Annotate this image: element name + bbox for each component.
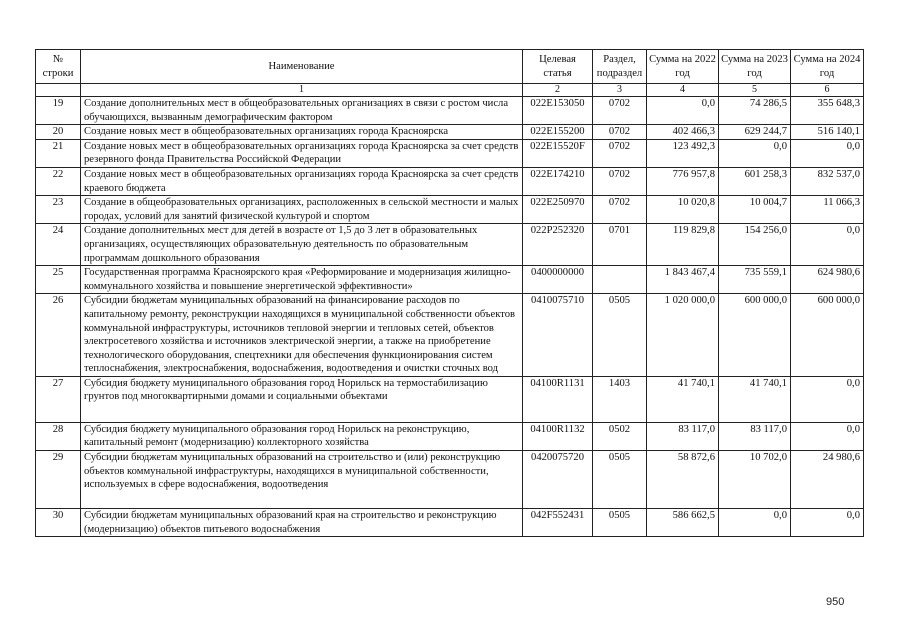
row-name: Создание новых мест в общеобразовательных организациях города Красноярска	[81, 125, 523, 140]
row-name: Создание дополнительных мест в общеобразовательных организациях в связи с ростом числа обучающихся, вызванным демографическим фактором	[81, 97, 523, 125]
row-section: 0701	[593, 224, 647, 266]
row-sum-2023: 74 286,5	[719, 97, 791, 125]
row-sum-2024: 355 648,3	[791, 97, 864, 125]
row-sum-2022: 0,0	[647, 97, 719, 125]
row-name: Создание новых мест в общеобразовательных организациях города Красноярска за счет средств резервного фонда Правительства Российской Федерации	[81, 139, 523, 167]
row-name: Субсидия бюджету муниципального образования город Норильск на термостабилизацию грунтов под многоквартирными домами и социальными объектами	[81, 376, 523, 422]
table-row	[36, 139, 864, 167]
header-name: Наименование	[81, 50, 523, 84]
row-name: Создание новых мест в общеобразовательных организациях города Красноярска за счет средств краевого бюджета	[81, 167, 523, 195]
header-section: Раздел, подраздел	[593, 50, 647, 84]
row-sum-2024: 0,0	[791, 224, 864, 266]
row-number: 30	[36, 509, 81, 537]
column-number: 1	[81, 84, 523, 97]
row-section: 0505	[593, 294, 647, 377]
row-number: 24	[36, 224, 81, 266]
page-number: 950	[826, 596, 845, 608]
row-sum-2023: 10 702,0	[719, 451, 791, 509]
row-sum-2022: 402 466,3	[647, 125, 719, 140]
row-name: Создание в общеобразовательных организациях, расположенных в сельской местности и малых городах, условий для занятий физической культурой и спортом	[81, 196, 523, 224]
header-row	[36, 50, 864, 84]
row-section: 0505	[593, 451, 647, 509]
row-sum-2022: 41 740,1	[647, 376, 719, 422]
row-section: 0702	[593, 139, 647, 167]
table-row	[36, 196, 864, 224]
row-sum-2022: 1 843 467,4	[647, 266, 719, 294]
row-name: Субсидия бюджету муниципального образования город Норильск на реконструкцию, капитальный ремонт (модернизацию) коллекторного хозяйства	[81, 422, 523, 450]
header-sum-2022: Сумма на 2022 год	[647, 50, 719, 84]
row-sum-2024: 832 537,0	[791, 167, 864, 195]
row-sum-2022: 586 662,5	[647, 509, 719, 537]
row-number: 21	[36, 139, 81, 167]
row-target-code: 0420075720	[523, 451, 593, 509]
row-sum-2024: 0,0	[791, 376, 864, 422]
row-target-code: 042F552431	[523, 509, 593, 537]
column-number: 4	[647, 84, 719, 97]
row-number: 28	[36, 422, 81, 450]
row-sum-2023: 41 740,1	[719, 376, 791, 422]
row-sum-2024: 516 140,1	[791, 125, 864, 140]
row-section: 0702	[593, 167, 647, 195]
row-section: 0702	[593, 97, 647, 125]
row-name: Субсидии бюджетам муниципальных образований на финансирование расходов по капитальному ремонту, реконструкции находящихся в муниципальной собственности объектов коммунальной инфраструктуры, источников тепловой энергии и тепловых сетей, объектов электросетевого хозяйства и источников электрической энергии, а также на приобретение технологического оборудования, спецтехники для обеспечения функционирования систем теплоснабжения, электроснабжения, водоснабжения, водоотведения и очистки сточных вод	[81, 294, 523, 377]
row-sum-2023: 83 117,0	[719, 422, 791, 450]
row-sum-2022: 776 957,8	[647, 167, 719, 195]
column-number-row	[36, 84, 864, 97]
table-row	[36, 451, 864, 509]
row-sum-2024: 24 980,6	[791, 451, 864, 509]
row-sum-2022: 123 492,3	[647, 139, 719, 167]
row-section: 0702	[593, 196, 647, 224]
row-name: Создание дополнительных мест для детей в возрасте от 1,5 до 3 лет в образовательных организациях, осуществляющих образовательную деятельность по образовательным программам дошкольного образования	[81, 224, 523, 266]
row-section: 0702	[593, 125, 647, 140]
row-name: Государственная программа Красноярского края «Реформирование и модернизация жилищно-коммунального хозяйства и повышение энергетической эффективности»	[81, 266, 523, 294]
row-section: 0502	[593, 422, 647, 450]
row-sum-2023: 10 004,7	[719, 196, 791, 224]
row-sum-2022: 58 872,6	[647, 451, 719, 509]
row-target-code: 0410075710	[523, 294, 593, 377]
row-target-code: 022E174210	[523, 167, 593, 195]
row-target-code: 0400000000	[523, 266, 593, 294]
header-sum-2023: Сумма на 2023 год	[719, 50, 791, 84]
table-row	[36, 422, 864, 450]
table-row	[36, 97, 864, 125]
table-row	[36, 376, 864, 422]
row-sum-2023: 0,0	[719, 139, 791, 167]
table-row	[36, 167, 864, 195]
row-sum-2022: 119 829,8	[647, 224, 719, 266]
row-sum-2024: 0,0	[791, 509, 864, 537]
row-section	[593, 266, 647, 294]
column-number: 5	[719, 84, 791, 97]
row-number: 26	[36, 294, 81, 377]
row-number: 27	[36, 376, 81, 422]
row-sum-2023: 601 258,3	[719, 167, 791, 195]
table-row	[36, 294, 864, 377]
row-number: 29	[36, 451, 81, 509]
row-sum-2022: 1 020 000,0	[647, 294, 719, 377]
table-row	[36, 509, 864, 537]
row-target-code: 022E153050	[523, 97, 593, 125]
row-sum-2024: 11 066,3	[791, 196, 864, 224]
header-row-number: № строки	[36, 50, 81, 84]
table-row	[36, 266, 864, 294]
row-name: Субсидии бюджетам муниципальных образований края на строительство и реконструкцию (модернизацию) объектов питьевого водоснабжения	[81, 509, 523, 537]
row-target-code: 022P252320	[523, 224, 593, 266]
budget-table	[35, 49, 864, 537]
row-sum-2024: 0,0	[791, 422, 864, 450]
row-sum-2022: 10 020,8	[647, 196, 719, 224]
column-number: 2	[523, 84, 593, 97]
column-number	[36, 84, 81, 97]
row-target-code: 04100R1132	[523, 422, 593, 450]
row-number: 25	[36, 266, 81, 294]
row-sum-2024: 624 980,6	[791, 266, 864, 294]
row-sum-2022: 83 117,0	[647, 422, 719, 450]
row-sum-2023: 154 256,0	[719, 224, 791, 266]
row-sum-2024: 600 000,0	[791, 294, 864, 377]
row-target-code: 022E155200	[523, 125, 593, 140]
row-sum-2023: 600 000,0	[719, 294, 791, 377]
row-sum-2023: 0,0	[719, 509, 791, 537]
row-number: 23	[36, 196, 81, 224]
header-sum-2024: Сумма на 2024 год	[791, 50, 864, 84]
row-name: Субсидии бюджетам муниципальных образований на строительство и (или) реконструкцию объектов коммунальной инфраструктуры, находящихся в муниципальной собственности, используемых в сфере водоснабжения, водоотведения	[81, 451, 523, 509]
row-sum-2023: 735 559,1	[719, 266, 791, 294]
column-number: 6	[791, 84, 864, 97]
row-target-code: 022E15520F	[523, 139, 593, 167]
row-section: 1403	[593, 376, 647, 422]
row-sum-2023: 629 244,7	[719, 125, 791, 140]
header-target: Целевая статья	[523, 50, 593, 84]
table-row	[36, 224, 864, 266]
row-target-code: 022E250970	[523, 196, 593, 224]
row-number: 19	[36, 97, 81, 125]
column-number: 3	[593, 84, 647, 97]
row-sum-2024: 0,0	[791, 139, 864, 167]
table-row	[36, 125, 864, 140]
row-target-code: 04100R1131	[523, 376, 593, 422]
row-number: 22	[36, 167, 81, 195]
row-section: 0505	[593, 509, 647, 537]
row-number: 20	[36, 125, 81, 140]
